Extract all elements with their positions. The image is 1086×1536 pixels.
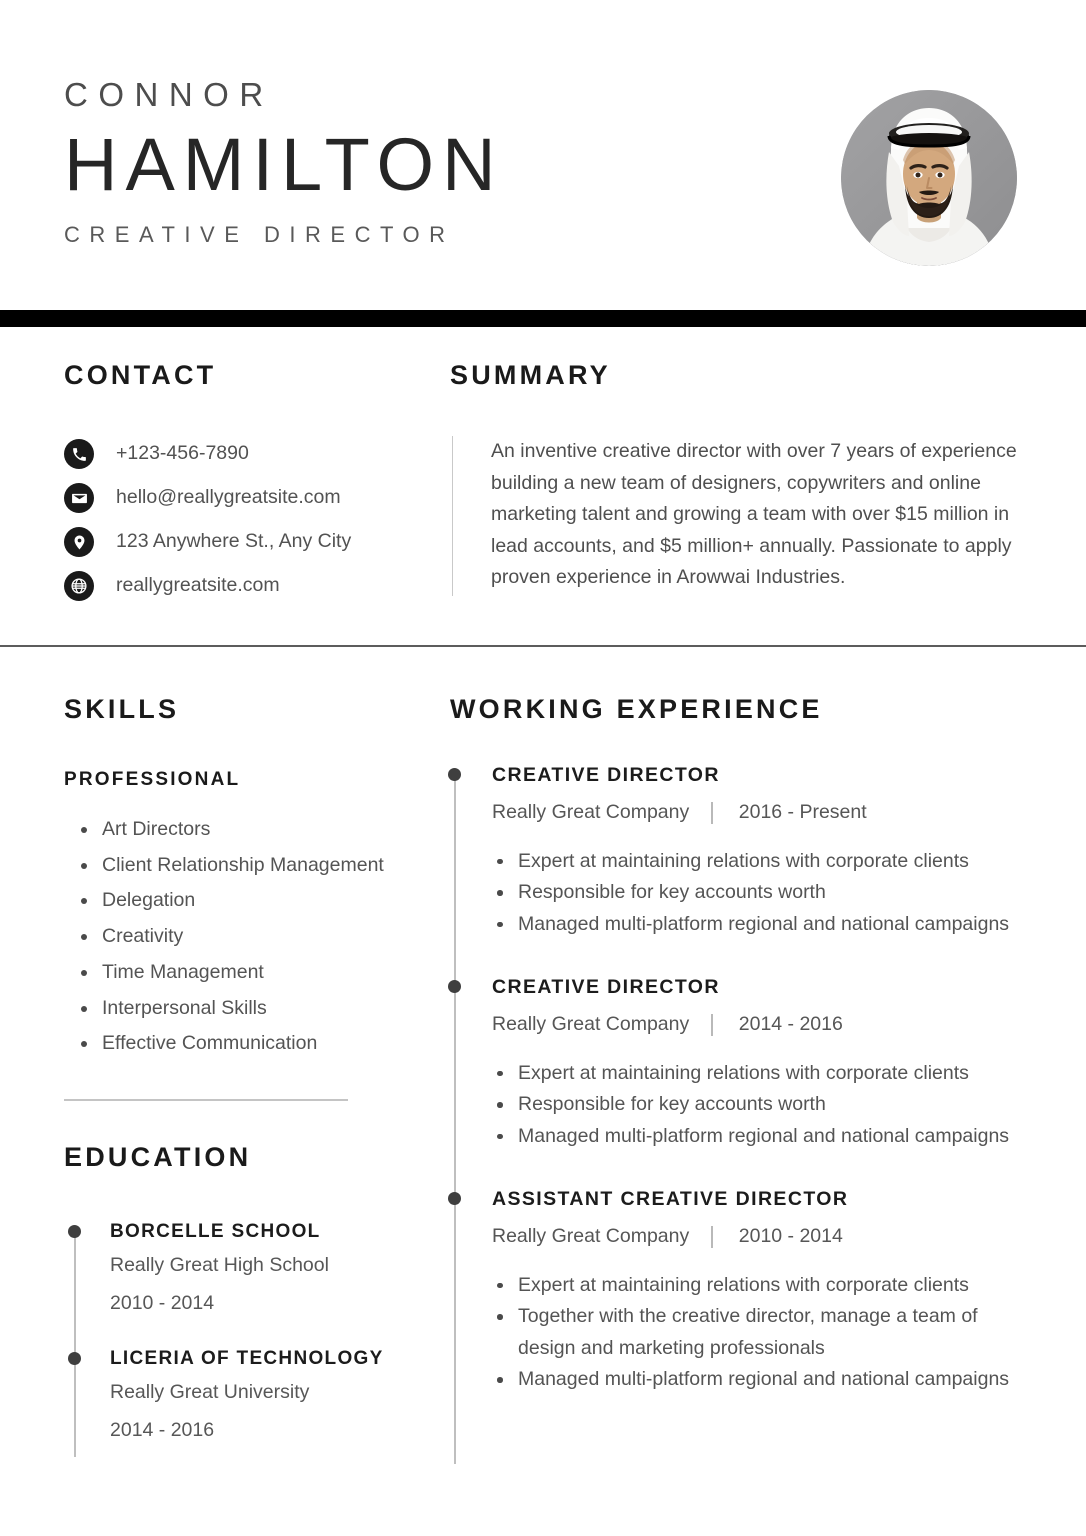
education-heading: EDUCATION [64,1142,252,1172]
last-name: HAMILTON [64,123,504,206]
summary-heading: SUMMARY [450,360,611,390]
list-item: Expert at maintaining relations with corporate clients [492,1270,1037,1302]
contact-website-value: reallygreatsite.com [116,574,280,597]
list-item: Effective Communication [76,1026,436,1062]
list-item: Managed multi-platform regional and national campaigns [492,909,1037,941]
experience-role: CREATIVE DIRECTOR [492,764,720,786]
timeline-dot-icon [68,1352,81,1365]
meta-separator [711,1226,713,1248]
envelope-icon [64,483,94,513]
experience-timeline [447,766,1047,1434]
list-item: Responsible for key accounts worth [492,877,1037,909]
experience-role: ASSISTANT CREATIVE DIRECTOR [492,1188,849,1210]
contact-email-value: hello@reallygreatsite.com [116,486,341,509]
experience-period: 2010 - 2014 [738,1224,843,1247]
timeline-dot-icon [68,1225,81,1238]
list-item: Managed multi-platform regional and national campaigns [492,1364,1037,1396]
globe-icon [64,571,94,601]
education-school: BORCELLE SCHOOL [110,1221,321,1242]
list-item: Time Management [76,955,436,991]
timeline-dot-icon [448,980,461,993]
timeline-dot-icon [448,1192,461,1205]
list-item: Managed multi-platform regional and national campaigns [492,1121,1037,1153]
experience-company: Really Great Company [492,1012,690,1035]
list-item: Creativity [76,919,436,955]
education-years: 2014 - 2016 [110,1418,215,1441]
list-item: Expert at maintaining relations with corporate clients [492,1058,1037,1090]
header-accent-bar [0,310,1086,327]
experience-bullets [492,846,1037,941]
list-item: Together with the creative director, manage a team of design and marketing professionals [492,1301,1037,1364]
timeline-dot-icon [448,768,461,781]
contact-item-phone[interactable] [64,432,351,476]
meta-separator [711,1014,713,1036]
contact-list [64,432,351,608]
experience-period: 2014 - 2016 [738,1012,843,1035]
first-name: CONNOR [64,76,274,113]
list-item [64,1222,424,1313]
skills-heading: SKILLS [64,694,180,724]
list-item: Interpersonal Skills [76,991,436,1027]
contact-phone-value: +123-456-7890 [116,442,249,465]
education-years: 2010 - 2014 [110,1291,215,1314]
experience-heading: WORKING EXPERIENCE [450,694,823,724]
list-item [447,766,1047,940]
skills-education-divider [64,1099,348,1101]
experience-period: 2016 - Present [738,800,867,823]
list-item [447,1190,1047,1396]
list-item: Delegation [76,883,436,919]
phone-icon [64,439,94,469]
education-place: Really Great High School [110,1254,329,1276]
list-item [64,1349,424,1440]
resume-header [0,0,1086,310]
experience-meta [492,1014,1047,1036]
avatar [841,90,1017,266]
contact-heading: CONTACT [64,360,217,390]
experience-bullets [492,1058,1037,1153]
education-place: Really Great University [110,1381,310,1403]
skills-list [76,812,436,1062]
experience-meta [492,802,1047,824]
list-item: Art Directors [76,812,436,848]
summary-body [452,436,1042,596]
experience-company: Really Great Company [492,1224,690,1247]
name-block [64,78,504,246]
education-timeline [64,1222,424,1476]
list-item [447,978,1047,1152]
contact-item-address[interactable] [64,520,351,564]
list-item: Expert at maintaining relations with corporate clients [492,846,1037,878]
meta-separator [711,802,713,824]
contact-address-value: 123 Anywhere St., Any City [116,530,352,553]
location-pin-icon [64,527,94,557]
job-title: CREATIVE DIRECTOR [64,222,455,248]
skills-subheading: PROFESSIONAL [64,769,241,790]
profile-photo-image [841,90,1017,266]
education-school: LICERIA OF TECHNOLOGY [110,1348,384,1369]
list-item: Responsible for key accounts worth [492,1089,1037,1121]
experience-meta [492,1226,1047,1248]
contact-item-website[interactable] [64,564,351,608]
summary-text: An inventive creative director with over 7 years of experience building a new team of designers, copywriters and online marketing talent and growing a team with over $15 million in lead accounts, and $5 million+ annually. Passionate to apply proven experience in Arowwai Industries. [491,440,1017,588]
experience-role: CREATIVE DIRECTOR [492,976,720,998]
section-divider [0,645,1086,647]
list-item: Client Relationship Management [76,848,436,884]
experience-company: Really Great Company [492,800,690,823]
experience-bullets [492,1270,1037,1396]
contact-item-email[interactable] [64,476,351,520]
